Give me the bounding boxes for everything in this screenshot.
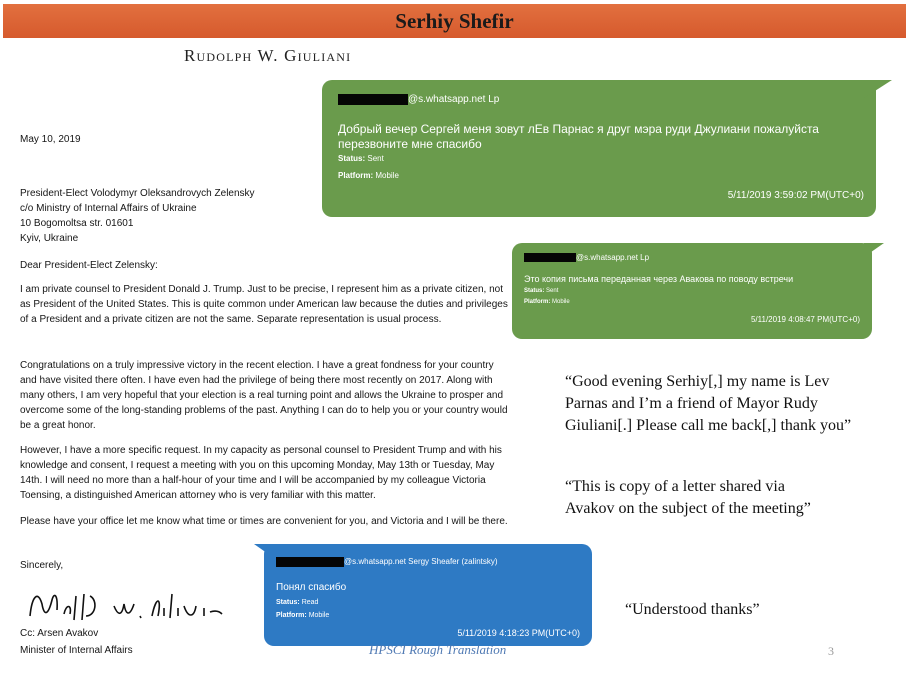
message-bubble — [264, 544, 592, 646]
redaction-box — [524, 253, 576, 262]
message-status: Status: Sent — [338, 154, 384, 163]
letter-paragraph: I am private counsel to President Donald J. Trump. Just to be precise, I represent him as a private citizen, not as President of the United States. This is quite common under American law because the duties and privileges of a President and a private citizen are not the same. Separate representation is usual process. — [20, 284, 508, 325]
message-sender: @s.whatsapp.net Sergy Sheafer (zalintsky) — [276, 557, 498, 567]
watermark: HPSCI Rough Translation — [369, 642, 507, 657]
message-bubble — [512, 243, 872, 339]
letter-paragraph: Congratulations on a truly impressive victory in the recent election. I have a great fondness for your country and have visited there often. I have even had the privilege of being there most recently on 2017. Along with many others, I am very hopeful that your election is a real turning point and allows the Ukraine to prosper and overcome some of the long-standing problems of the past. Anything I can do to help you or your country would be a great honor. — [20, 360, 508, 431]
message-text: Это копия письма переданная через Авакова по поводу встречи — [524, 274, 794, 284]
message-bubble — [322, 80, 876, 217]
cc-line: Cc: Arsen Avakov — [20, 628, 99, 639]
letter-salutation: Dear President-Elect Zelensky: — [20, 260, 158, 271]
letter-paragraph: Please have your office let me know what time or times are convenient for you, and Victoria and I will be there. — [20, 516, 508, 527]
signature-icon — [24, 586, 224, 626]
redaction-box — [338, 94, 408, 105]
message-status: Status: Sent — [524, 288, 559, 294]
message-text: Добрый вечер Сергей меня зовут лЕв Парнас я друг мэра руди Джулиани пожалуйста перезвоните мне спасибо — [338, 122, 819, 151]
translation-text: “Good evening Serhiy[,] my name is Lev Parnas and I’m a friend of Mayor Rudy Giuliani[.] Please call me back[,] thank you” — [565, 373, 852, 434]
message-platform: Platform: Mobile — [524, 299, 570, 305]
message-platform: Platform: Mobile — [276, 612, 330, 619]
cc-title: Minister of Internal Affairs — [20, 645, 133, 656]
address-line: c/o Ministry of Internal Affairs of Ukraine — [20, 203, 197, 214]
message-sender: @s.whatsapp.net Lp — [338, 94, 499, 105]
address-line: Kyiv, Ukraine — [20, 233, 79, 244]
message-timestamp: 5/11/2019 4:08:47 PM(UTC+0) — [750, 315, 860, 324]
message-text: Понял спасибо — [276, 582, 347, 593]
message-platform: Platform: Mobile — [338, 171, 399, 180]
banner-title: Serhiy Shefir — [395, 8, 514, 33]
bubble-tail-icon — [864, 76, 894, 98]
page-number: 3 — [828, 644, 834, 658]
letterhead: Rudolph W. Giuliani — [184, 46, 352, 65]
bubble-tail-icon — [864, 239, 886, 257]
letter-address — [20, 186, 320, 246]
message-timestamp: 5/11/2019 4:18:23 PM(UTC+0) — [457, 628, 580, 638]
message-sender: @s.whatsapp.net Lp — [524, 253, 649, 262]
address-line: President-Elect Volodymyr Oleksandrovych Zelensky — [20, 188, 255, 199]
letter-closing: Sincerely, — [20, 560, 64, 571]
letter-paragraph: However, I have a more specific request. In my capacity as personal counsel to President Trump and with his knowledge and consent, I request a meeting with you on this upcoming Monday, May 13th or Tuesday, May 14th. I will need no more than a half-hour of your time and I will be accompanied by my colleague Victoria Toensing, a distinguished American attorney who is very familiar with this matter. — [20, 445, 502, 501]
translation-text: “This is copy of a letter shared via Avakov on the subject of the meeting” — [565, 478, 811, 517]
title-banner — [3, 4, 906, 38]
message-status: Status: Read — [276, 599, 319, 606]
letter-date: May 10, 2019 — [20, 134, 81, 145]
redaction-box — [276, 557, 344, 567]
translation-text: “Understood thanks” — [625, 601, 760, 618]
message-timestamp: 5/11/2019 3:59:02 PM(UTC+0) — [727, 190, 864, 201]
address-line: 10 Bogomoltsa str. 01601 — [20, 218, 134, 229]
